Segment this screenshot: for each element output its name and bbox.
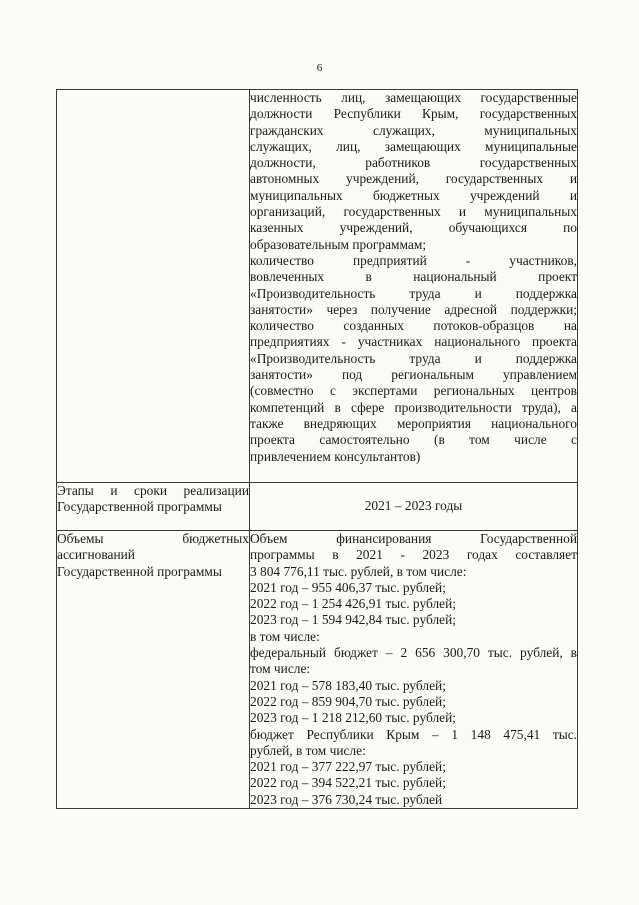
text-line: занятости» через получение адресной поддержки; <box>250 301 577 317</box>
table-row-budget <box>57 531 578 809</box>
text-line: 2022 год – 394 522,21 тыс. рублей; <box>250 775 446 791</box>
text-line: 2023 год – 1 594 942,84 тыс. рублей; <box>250 612 456 628</box>
text-line: бюджет Республики Крым – 1 148 475,41 тыс. <box>250 726 577 742</box>
text-line: должности, работников государственных <box>250 155 577 171</box>
text-line: предприятиях - участниках национального проекта <box>250 334 577 350</box>
text-line: том числе: <box>250 661 311 677</box>
text-line: автономных учреждений, государственных и <box>250 171 577 187</box>
text-line: 2021 год – 955 406,37 тыс. рублей; <box>250 579 446 595</box>
table-row-stages <box>57 483 578 531</box>
text-line: рублей, в том числе: <box>250 742 366 758</box>
text-line: численность лиц, замещающих государственные <box>250 90 577 105</box>
text-line: привлечением консультантов) <box>250 448 421 464</box>
stages-label-lines <box>57 483 249 516</box>
text-line: муниципальных бюджетных учреждений и <box>250 187 577 203</box>
budget-lines <box>250 531 577 808</box>
text-line: количество созданных потоков-образцов на <box>250 318 577 334</box>
text-line: Государственной программы <box>57 563 222 579</box>
text-line: 2023 год – 1 218 212,60 тыс. рублей; <box>250 710 456 726</box>
text-line: служащих, лиц, замещающих муниципальные <box>250 138 577 154</box>
text-line: (совместно с экспертами региональных центров <box>250 383 577 399</box>
text-line: 2021 год – 578 183,40 тыс. рублей; <box>250 677 446 693</box>
indicators-text-cell <box>250 90 578 483</box>
page-number: 6 <box>316 62 323 74</box>
stages-value-cell: 2021 – 2023 годы <box>250 483 578 531</box>
text-line: «Производительность труда и поддержка <box>250 285 577 301</box>
text-line: 3 804 776,11 тыс. рублей, в том числе: <box>250 563 467 579</box>
text-line: казенных учреждений, обучающихся по <box>250 220 577 236</box>
text-line: Объемы бюджетных <box>57 531 249 546</box>
indicators-label-cell <box>57 90 250 483</box>
budget-label-lines <box>57 531 249 580</box>
text-line: 2023 год – 376 730,24 тыс. рублей <box>250 791 443 807</box>
text-line: количество предприятий - участников, <box>250 252 577 268</box>
text-line: гражданских служащих, муниципальных <box>250 122 577 138</box>
text-line: вовлеченных в национальный проект <box>250 269 577 285</box>
text-line: 2022 год – 859 904,70 тыс. рублей; <box>250 693 446 709</box>
text-line: Этапы и сроки реализации <box>57 483 249 498</box>
indicators-lines <box>250 90 577 465</box>
budget-text-cell <box>250 531 578 809</box>
text-line: Государственной программы <box>57 499 222 515</box>
text-line: образовательным программам; <box>250 236 427 252</box>
text-line: 2022 год – 1 254 426,91 тыс. рублей; <box>250 596 456 612</box>
text-line: должности Республики Крым, государственных <box>250 106 577 122</box>
text-line: федеральный бюджет – 2 656 300,70 тыс. рублей, в <box>250 645 577 661</box>
text-line: 2021 год – 377 222,97 тыс. рублей; <box>250 759 446 775</box>
text-line: «Производительность труда и поддержка <box>250 350 577 366</box>
text-line: проекта самостоятельно (в том числе с <box>250 432 577 448</box>
budget-label-cell <box>57 531 250 809</box>
table-row-indicators <box>57 90 578 483</box>
text-line: организаций, государственных и муниципальных <box>250 204 577 220</box>
text-line: занятости» под региональным управлением <box>250 367 577 383</box>
text-line: ассигнований <box>57 547 135 563</box>
text-line: компетенций в сфере производительности труда), а <box>250 399 577 415</box>
text-line: программы в 2021 - 2023 годах составляет <box>250 547 577 563</box>
program-passport-table <box>56 89 578 809</box>
text-line: в том числе: <box>250 628 320 644</box>
stages-label-cell <box>57 483 250 531</box>
text-line: Объем финансирования Государственной <box>250 531 577 546</box>
text-line: также внедряющих мероприятия национального <box>250 415 577 431</box>
